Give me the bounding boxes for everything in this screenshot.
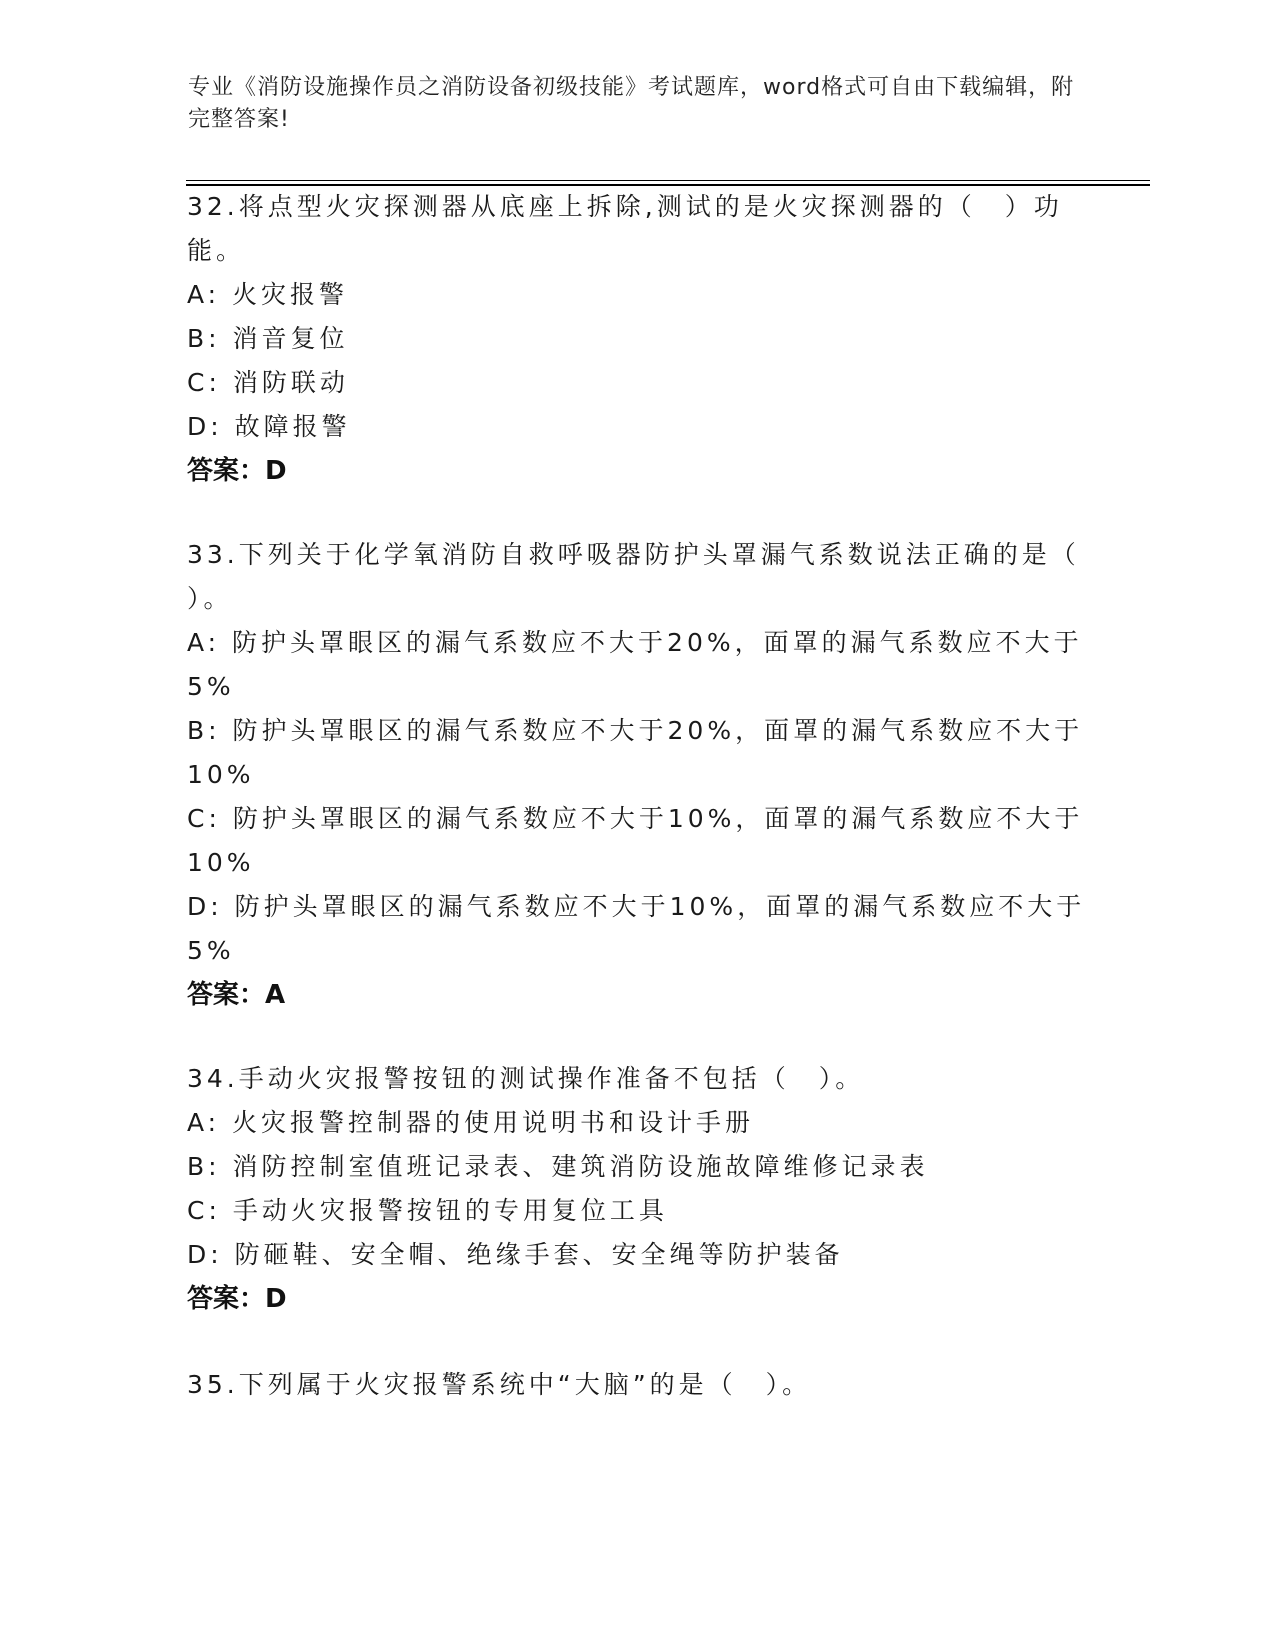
question-33-option-b-cont: 10%: [187, 760, 255, 789]
question-32-option-b: B: 消音复位: [187, 324, 349, 353]
header-divider-bottom: [186, 184, 1150, 186]
question-32-option-a: A: 火灾报警: [187, 280, 349, 309]
question-34-option-a: A: 火灾报警控制器的使用说明书和设计手册: [187, 1108, 755, 1137]
question-33-option-c-cont: 10%: [187, 848, 255, 877]
question-33-option-a: A: 防护头罩眼区的漏气系数应不大于20%，面罩的漏气系数应不大于: [187, 628, 1083, 657]
question-33-option-d: D: 防护头罩眼区的漏气系数应不大于10%，面罩的漏气系数应不大于: [187, 892, 1086, 921]
question-32-stem-cont: 能。: [187, 236, 246, 265]
question-33-stem-cont: ）。: [187, 584, 233, 613]
question-33-stem: 33.下列关于化学氧消防自救呼吸器防护头罩漏气系数说法正确的是（: [187, 540, 1080, 569]
question-32-option-d: D: 故障报警: [187, 412, 351, 441]
question-32-stem: 32.将点型火灾探测器从底座上拆除,测试的是火灾探测器的（ ）功: [187, 192, 1063, 221]
question-33-option-b: B: 防护头罩眼区的漏气系数应不大于20%，面罩的漏气系数应不大于: [187, 716, 1084, 745]
question-33-option-a-cont: 5%: [187, 672, 235, 701]
header-divider-top: [186, 180, 1150, 181]
question-34-answer: 答案：D: [187, 1284, 287, 1314]
question-32-option-c: C: 消防联动: [187, 368, 349, 397]
question-34-option-c: C: 手动火灾报警按钮的专用复位工具: [187, 1196, 668, 1225]
question-33-option-d-cont: 5%: [187, 936, 235, 965]
question-34-option-b: B: 消防控制室值班记录表、建筑消防设施故障维修记录表: [187, 1152, 929, 1181]
document-intro: 专业《消防设施操作员之消防设备初级技能》考试题库，word格式可自由下载编辑，附完整答案!: [188, 75, 1075, 132]
question-32-answer: 答案：D: [187, 456, 287, 486]
question-33-option-c: C: 防护头罩眼区的漏气系数应不大于10%，面罩的漏气系数应不大于: [187, 804, 1084, 833]
question-35-stem: 35.下列属于火灾报警系统中“大脑”的是（ ）。: [187, 1370, 812, 1399]
question-34-stem: 34.手动火灾报警按钮的测试操作准备不包括（ ）。: [187, 1064, 865, 1093]
question-34-option-d: D: 防砸鞋、安全帽、绝缘手套、安全绳等防护装备: [187, 1240, 844, 1269]
question-33-answer: 答案：A: [187, 980, 286, 1010]
